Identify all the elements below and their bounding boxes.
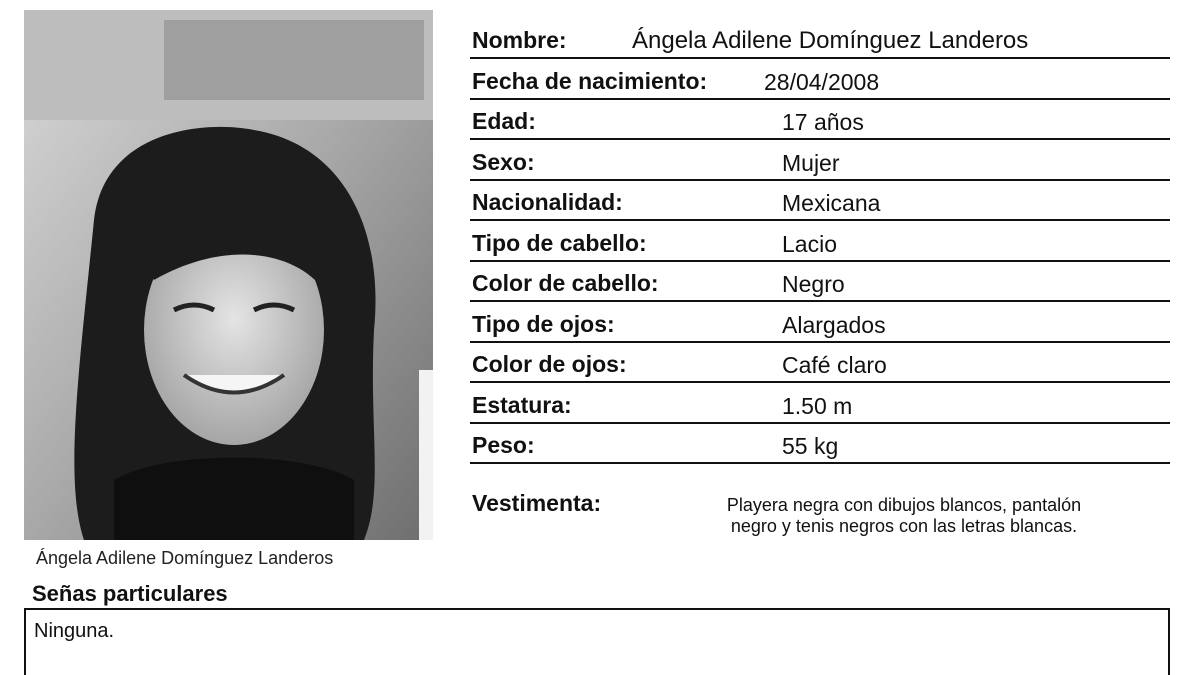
field-label: Estatura: xyxy=(472,391,572,418)
field-value: Mujer xyxy=(782,149,840,176)
field-value: Lacio xyxy=(782,230,837,257)
field-value: Café claro xyxy=(782,352,887,378)
field-row-estatura xyxy=(470,383,1170,424)
field-value: Mexicana xyxy=(782,190,881,216)
senas-box xyxy=(24,608,1170,675)
field-value: 55 kg xyxy=(782,433,839,459)
field-row-color-cabello xyxy=(470,262,1170,303)
field-row-tipo-cabello xyxy=(470,221,1170,262)
field-row-tipo-ojos xyxy=(470,302,1170,343)
field-row-nombre xyxy=(470,18,1170,59)
vestimenta-label: Vestimenta: xyxy=(472,490,602,516)
senas-title: Señas particulares xyxy=(32,581,228,606)
field-value: 17 años xyxy=(782,109,864,135)
person-photo-graphic xyxy=(24,10,433,540)
field-label: Tipo de ojos: xyxy=(472,310,615,337)
field-label: Peso: xyxy=(472,432,535,458)
senas-text: Ninguna. xyxy=(34,620,115,642)
field-label: Color de ojos: xyxy=(472,351,627,377)
person-photo xyxy=(24,10,433,540)
field-value: 1.50 m xyxy=(782,392,853,419)
field-value: Alargados xyxy=(782,311,886,338)
field-label: Nacionalidad: xyxy=(472,189,623,215)
field-label: Tipo de cabello: xyxy=(472,229,647,256)
vestimenta-text: Playera negra con dibujos blancos, pantalón negro y tenis negros con las letras blancas. xyxy=(726,495,1082,536)
field-label: Sexo: xyxy=(472,148,535,175)
photo-caption: Ángela Adilene Domínguez Landeros xyxy=(36,548,334,568)
field-row-peso xyxy=(470,424,1170,465)
field-label: Fecha de nacimiento: xyxy=(472,67,708,94)
field-value: Ángela Adilene Domínguez Landeros xyxy=(632,27,1029,54)
field-value: Negro xyxy=(782,271,845,297)
field-label: Color de cabello: xyxy=(472,270,659,296)
field-row-fecha-nacimiento xyxy=(470,59,1170,100)
field-row-edad xyxy=(470,100,1170,141)
field-row-color-ojos xyxy=(470,343,1170,384)
field-row-sexo xyxy=(470,140,1170,181)
field-row-nacionalidad xyxy=(470,181,1170,222)
field-label: Nombre: xyxy=(472,27,567,53)
field-value: 28/04/2008 xyxy=(764,68,880,95)
info-table xyxy=(470,18,1170,464)
field-label: Edad: xyxy=(472,108,536,134)
